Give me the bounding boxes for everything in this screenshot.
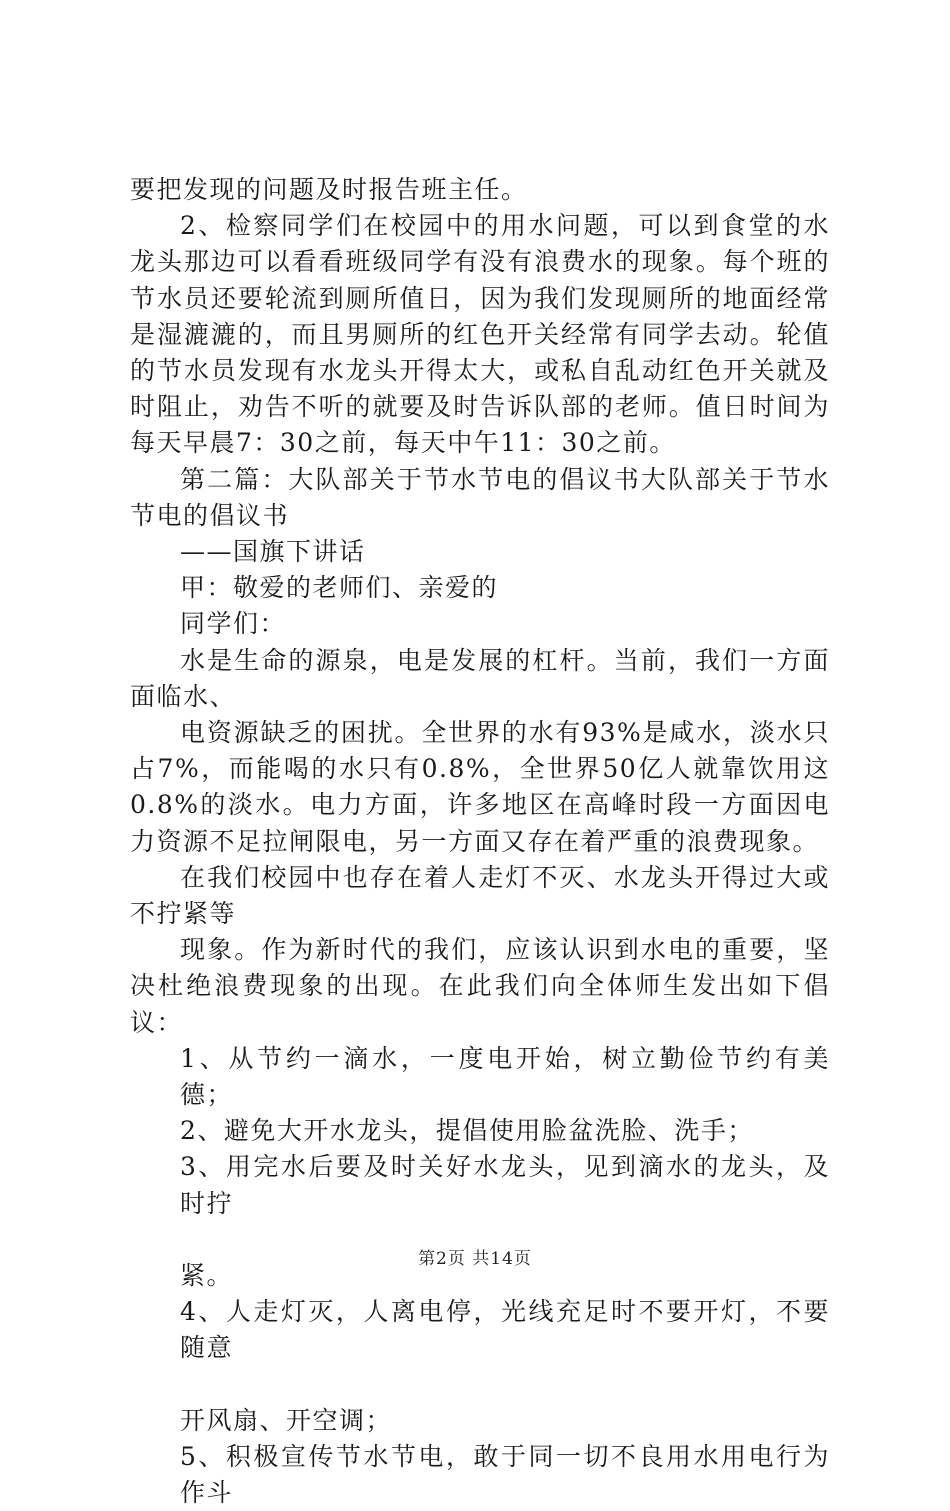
paragraph: 同学们： xyxy=(180,609,287,639)
list-item: 2、避免大开水龙头，提倡使用脸盆洗脸、洗手； xyxy=(180,1116,754,1146)
list-item-continuation: 开风扇、开空调； xyxy=(180,1405,393,1435)
paragraph: 现象。作为新时代的我们，应该认识到水电的重要，坚决杜绝浪费现象的出现。在此我们向全体师生发出如下倡议： xyxy=(130,935,830,1037)
paragraph: 2、检察同学们在校园中的用水问题，可以到食堂的水龙头那边可以看看班级同学有没有浪费水的现象。每个班的节水员还要轮流到厕所值日，因为我们发现厕所的地面经常是湿漉漉的，而且男厕所的红色开关经常有同学去动。轮值的节水员发现有水龙头开得太大，或私自乱动红色开关就及时阻止，劝告不听的就要及时告诉队部的老师。值日时间为每天早晨7：30之前，每天中午11：30之前。 xyxy=(130,211,830,458)
paragraph: 电资源缺乏的困扰。全世界的水有93%是咸水，淡水只占7%，而能喝的水只有0.8%，全世界50亿人就靠饮用这0.8%的淡水。电力方面，许多地区在高峰时段一方面因电力资源不足拉闸限电，另一方面又存在着严重的浪费现象。 xyxy=(130,718,830,856)
list-item: 5、积极宣传节水节电，敢于同一切不良用水用电行为作斗 xyxy=(180,1442,830,1508)
paragraph: 在我们校园中也存在着人走灯不灭、水龙头开得过大或不拧紧等 xyxy=(130,862,830,929)
list-item: 1、从节约一滴水，一度电开始，树立勤俭节约有美德； xyxy=(180,1043,830,1110)
page-number: 第2页 共14页 xyxy=(418,1249,532,1269)
paragraph: ——国旗下讲话 xyxy=(180,537,366,567)
paragraph: 要把发现的问题及时报告班主任。 xyxy=(130,175,528,204)
paragraph: 甲：敬爱的老师们、亲爱的 xyxy=(180,573,499,603)
document-body xyxy=(130,172,830,1511)
list-item-continuation: 紧。 xyxy=(180,1261,234,1291)
paragraph: 水是生命的源泉，电是发展的杠杆。当前，我们一方面面临水、 xyxy=(130,645,830,711)
list-item: 3、用完水后要及时关好水龙头，见到滴水的龙头，及时拧 xyxy=(180,1152,830,1218)
section-heading: 第二篇：大队部关于节水节电的倡议书大队部关于节水节电的倡议书 xyxy=(130,464,830,530)
list-item: 4、人走灯灭，人离电停，光线充足时不要开灯，不要随意 xyxy=(180,1297,830,1363)
